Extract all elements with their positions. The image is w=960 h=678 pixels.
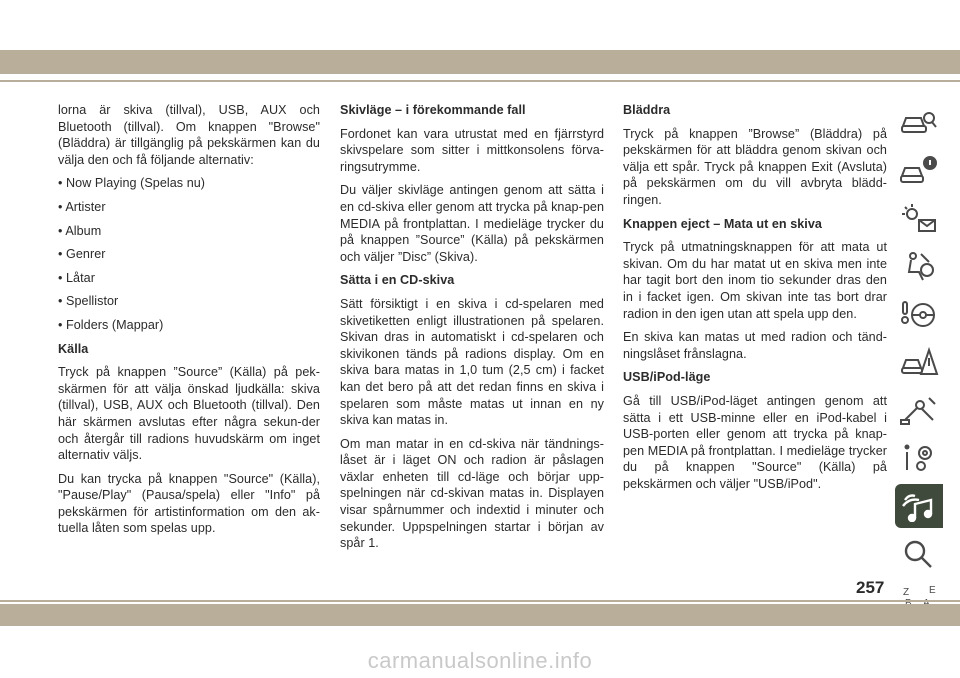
page-number: 257 — [856, 578, 885, 597]
car-search-icon — [899, 106, 939, 138]
section-heading: Sätta i en CD-skiva — [340, 273, 455, 288]
column-1 — [58, 102, 320, 544]
column-2 — [340, 102, 604, 559]
watermark: carmanualsonline.info — [367, 648, 593, 673]
tab-airbag-seat[interactable] — [895, 244, 943, 288]
bullet-item: • Folders (Mappar) — [58, 317, 164, 332]
steering-wheel-icon — [899, 298, 939, 330]
chapter-tabs — [895, 100, 945, 628]
intro-paragraph: lorna är skiva (tillval), USB, AUX och Bluetooth (tillval). Om knappen "Browse" (Bläddra) är tillgänglig på pekskärmen kan du välja den och få följande alternativ: — [58, 103, 320, 167]
body-paragraph: Tryck på knappen ”Browse” (Bläddra) på pekskärmen för att bläddra genom skivan och välja ett spår. Tryck på knappen Exit (Avsluta) på pekskärmen om du vill avbryta blädd-ringen. — [623, 126, 887, 207]
section-heading: Knappen eject – Mata ut en skiva — [623, 216, 822, 231]
header-band — [0, 50, 960, 74]
warning-triangle-icon — [899, 346, 939, 378]
body-paragraph: Tryck på utmatningsknappen för att mata ut skivan. Om du har matat ut en skiva men inte har tagit bort den inom tio sekunder dras den in i facket igen. Om skivan inte tas bort drar radion in den igen utan att spela upp den. — [623, 240, 887, 321]
index-letter: Z — [903, 587, 910, 598]
bullet-item: • Album — [58, 223, 102, 238]
tab-info-gears[interactable] — [895, 436, 943, 480]
header-rule — [0, 80, 960, 82]
body-paragraph: Gå till USB/iPod-läget antingen genom att sätta i ett USB-minne eller en iPod-kabel i USB-porten eller genom att trycka på knap-pen MEDIA på frontplattan. I medieläge trycker du på knappen "Source" (Källa) på pekskärmen och väljer "USB/iPod". — [623, 393, 887, 491]
tab-search[interactable] — [895, 532, 943, 576]
body-paragraph: Du väljer skivläge antingen genom att sätta i en cd-skiva eller genom att trycka på knap-pen MEDIA på frontplattan. I medieläge trycker du på knappen ”Source” (Källa) på pekskärmen och väljer ”Disc” (Skiva). — [340, 183, 604, 264]
tab-car-search[interactable] — [895, 100, 943, 144]
tab-multimedia[interactable] — [895, 484, 943, 528]
section-heading: Skivläge – i förekommande fall — [340, 103, 526, 117]
multimedia-icon — [899, 490, 939, 522]
tab-warning-lights[interactable] — [895, 196, 943, 240]
tab-car-info[interactable] — [895, 148, 943, 192]
search-icon — [899, 538, 939, 570]
body-paragraph: Om man matar in en cd-skiva när tändnings-låset är i läget ON och radion är påslagen växlar enheten till cd-läge och börjar upp-spelningen när cd-skivan matas in. Displayen visar spårnummer och indextid i minuter och sekunder. Uppspelningen startar i början av spår 1. — [340, 436, 604, 551]
airbag-seat-icon — [899, 250, 939, 282]
tab-warning-triangle[interactable] — [895, 340, 943, 384]
column-3 — [623, 102, 887, 499]
section-heading: Bläddra — [623, 103, 671, 117]
bullet-item: • Låtar — [58, 270, 95, 285]
footer-rule — [0, 600, 960, 602]
warning-lights-icon — [899, 202, 939, 234]
footer-band — [0, 604, 960, 626]
bullet-item: • Artister — [58, 199, 106, 214]
body-paragraph: En skiva kan matas ut med radion och tänd-ningslåset frånslagna. — [623, 330, 887, 361]
bullet-item: • Now Playing (Spelas nu) — [58, 176, 206, 191]
bullet-item: • Genrer — [58, 247, 106, 262]
tab-tools[interactable] — [895, 388, 943, 432]
section-heading: Källa — [58, 341, 89, 356]
index-letter: E — [929, 585, 936, 596]
body-paragraph: Sätt försiktigt i en skiva i cd-spelaren med skivetiketten enligt illustrationen på spelaren. Skivan dras in automatiskt i cd-spelaren och skivikonen tänds på radions display. Om en skiva bara matas in 1,0 tum (2,5 cm) i facket kan det bero på att det redan finns en skiva i spelaren som måste matas ut innan en ny skiva kan matas in. — [340, 296, 604, 428]
body-paragraph: Du kan trycka på knappen "Source" (Källa), "Pause/Play" (Pausa/spela) eller "Info" på pekskärmen för artistinformation om den ak-tuella låten som spelas upp. — [58, 471, 320, 536]
tab-steering-wheel[interactable] — [895, 292, 943, 336]
info-gears-icon — [899, 442, 939, 474]
section-heading: USB/iPod-läge — [623, 370, 711, 385]
body-paragraph: Tryck på knappen ”Source” (Källa) på pek-skärmen för att välja önskad ljudkälla: skiva (tillval), USB, AUX och Bluetooth (tillval). Den här skärmen avslutas efter några sekun-der och återgår till radions huvudskärm om inget alternativ väljs. — [58, 365, 320, 463]
car-info-icon — [899, 154, 939, 186]
tools-icon — [899, 394, 939, 426]
body-paragraph: Fordonet kan vara utrustat med en fjärrstyrd skivspelare som sitter i mittkonsolens förva-ringsutrymme. — [340, 126, 604, 174]
bullet-item: • Spellistor — [58, 294, 119, 309]
